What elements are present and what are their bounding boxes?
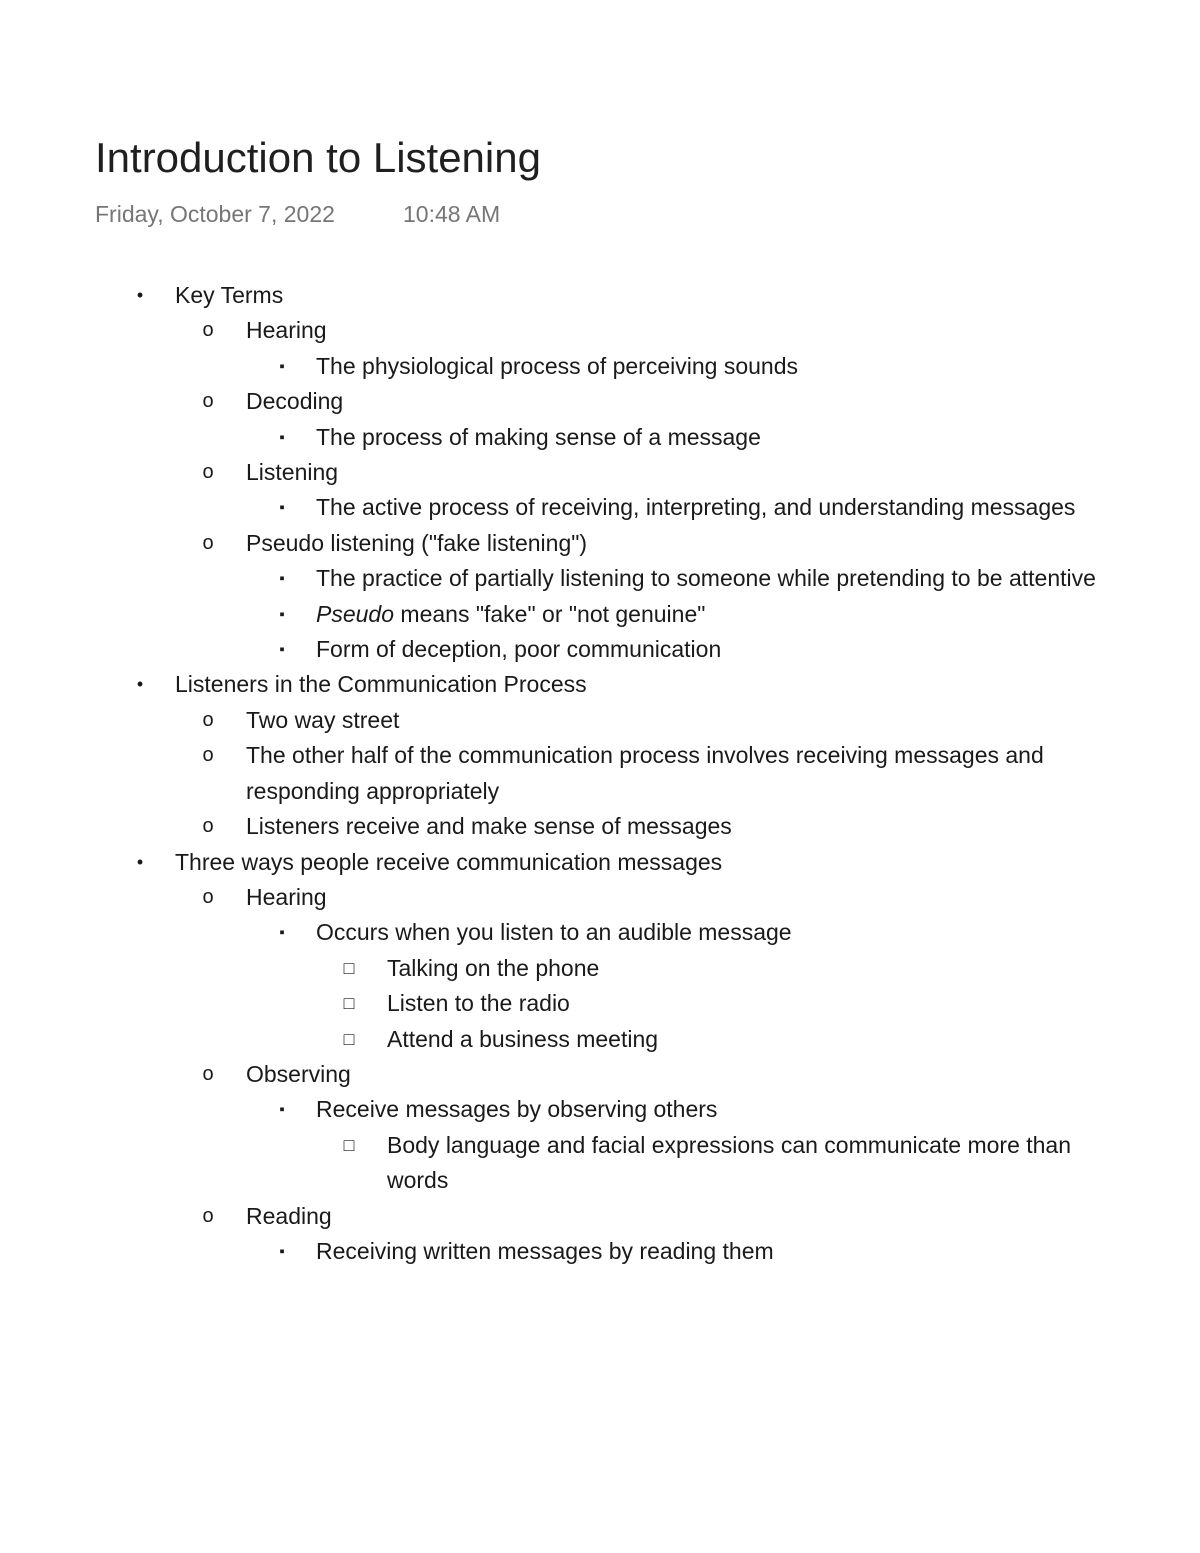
- list-item-text: The active process of receiving, interpreting, and understanding messages: [316, 494, 1076, 521]
- bullet-circle-icon: o: [202, 390, 214, 413]
- list-item: [0, 313, 1200, 348]
- list-item: [0, 915, 1200, 950]
- list-item-text: The other half of the communication process involves receiving messages and responding appropriately: [246, 742, 1044, 804]
- list-item-text: Hearing: [246, 883, 327, 910]
- list-item: [0, 1022, 1200, 1057]
- bullet-square-icon: ▪: [279, 499, 285, 517]
- list-item-text: Listeners in the Communication Process: [175, 671, 587, 698]
- list-item: [0, 703, 1200, 738]
- bullet-circle-icon: o: [202, 461, 214, 484]
- bullet-square-icon: ▪: [279, 1101, 285, 1119]
- list-item: [0, 490, 1200, 525]
- notes-outline: [0, 278, 1200, 1269]
- list-item: [0, 1199, 1200, 1234]
- bullet-dot-icon: •: [136, 851, 144, 872]
- list-item-text: Two way street: [246, 706, 400, 733]
- bullet-square-icon: ▪: [279, 570, 285, 588]
- list-item-text: Receive messages by observing others: [316, 1096, 718, 1123]
- list-item-text: The practice of partially listening to someone while pretending to be attentive: [316, 565, 1096, 592]
- list-item-text: The physiological process of perceiving sounds: [316, 352, 798, 379]
- list-item-text: [316, 597, 1106, 632]
- list-item: [0, 809, 1200, 844]
- list-item: [0, 526, 1200, 561]
- list-item: [0, 420, 1200, 455]
- list-item: [0, 1234, 1200, 1269]
- emphasis-word: Pseudo: [316, 600, 395, 627]
- bullet-circle-icon: o: [202, 885, 214, 908]
- bullet-square-icon: ▪: [279, 1242, 285, 1260]
- list-item: [0, 278, 1200, 313]
- list-item: [0, 349, 1200, 384]
- bullet-square-icon: ▪: [279, 428, 285, 446]
- list-item-text-rest: means "fake" or "not genuine": [394, 600, 706, 627]
- list-item-text: The process of making sense of a message: [316, 423, 761, 450]
- bullet-dot-icon: •: [136, 674, 144, 695]
- bullet-hollow-square-icon: □: [343, 1134, 355, 1155]
- bullet-circle-icon: o: [202, 708, 214, 731]
- bullet-hollow-square-icon: □: [343, 957, 355, 978]
- bullet-circle-icon: o: [202, 319, 214, 342]
- list-item-text: Decoding: [246, 388, 344, 415]
- list-item: [0, 632, 1200, 667]
- page-time: 10:48 AM: [403, 201, 501, 227]
- list-item: [0, 1128, 1200, 1199]
- list-item: [0, 597, 1200, 632]
- list-item-text: Talking on the phone: [387, 954, 600, 981]
- list-item: [0, 384, 1200, 419]
- list-item: [0, 455, 1200, 490]
- list-item-text: Occurs when you listen to an audible message: [316, 919, 792, 946]
- list-item-text: Listening: [246, 459, 339, 486]
- bullet-circle-icon: o: [202, 1062, 214, 1085]
- bullet-circle-icon: o: [202, 531, 214, 554]
- list-item: [0, 880, 1200, 915]
- bullet-dot-icon: •: [136, 285, 144, 305]
- list-item-text: Hearing: [246, 317, 327, 344]
- bullet-square-icon: ▪: [279, 605, 285, 623]
- list-item: [0, 951, 1200, 986]
- list-item-text: Key Terms: [175, 282, 284, 308]
- list-item-text: Body language and facial expressions can communicate more than words: [387, 1131, 1072, 1194]
- bullet-hollow-square-icon: □: [343, 1028, 355, 1049]
- list-item-text: Listeners receive and make sense of messages: [246, 813, 732, 840]
- list-item-text: Receiving written messages by reading them: [316, 1237, 774, 1264]
- page-title: Introduction to Listening: [95, 134, 541, 181]
- list-item-text: Listen to the radio: [387, 990, 570, 1017]
- list-item-text: Pseudo listening ("fake listening"): [246, 529, 588, 556]
- bullet-circle-icon: o: [202, 1204, 214, 1227]
- list-item: [0, 738, 1200, 809]
- list-item: [0, 1057, 1200, 1092]
- list-item: [0, 845, 1200, 880]
- list-item-text: Attend a business meeting: [387, 1025, 659, 1052]
- bullet-circle-icon: o: [202, 744, 214, 767]
- list-item-text: Three ways people receive communication messages: [175, 848, 723, 875]
- list-item: [0, 1092, 1200, 1127]
- bullet-square-icon: ▪: [279, 641, 285, 659]
- bullet-square-icon: ▪: [279, 924, 285, 942]
- list-item-text: Observing: [246, 1060, 351, 1087]
- page-timestamp: [95, 199, 501, 229]
- list-item-text: Reading: [246, 1202, 332, 1229]
- bullet-hollow-square-icon: □: [343, 993, 355, 1014]
- list-item: [0, 986, 1200, 1021]
- list-item: [0, 561, 1200, 596]
- bullet-square-icon: ▪: [279, 357, 285, 375]
- bullet-circle-icon: o: [202, 815, 214, 838]
- page-date: Friday, October 7, 2022: [95, 201, 335, 227]
- list-item: [0, 667, 1200, 702]
- list-item-text: Form of deception, poor communication: [316, 636, 722, 663]
